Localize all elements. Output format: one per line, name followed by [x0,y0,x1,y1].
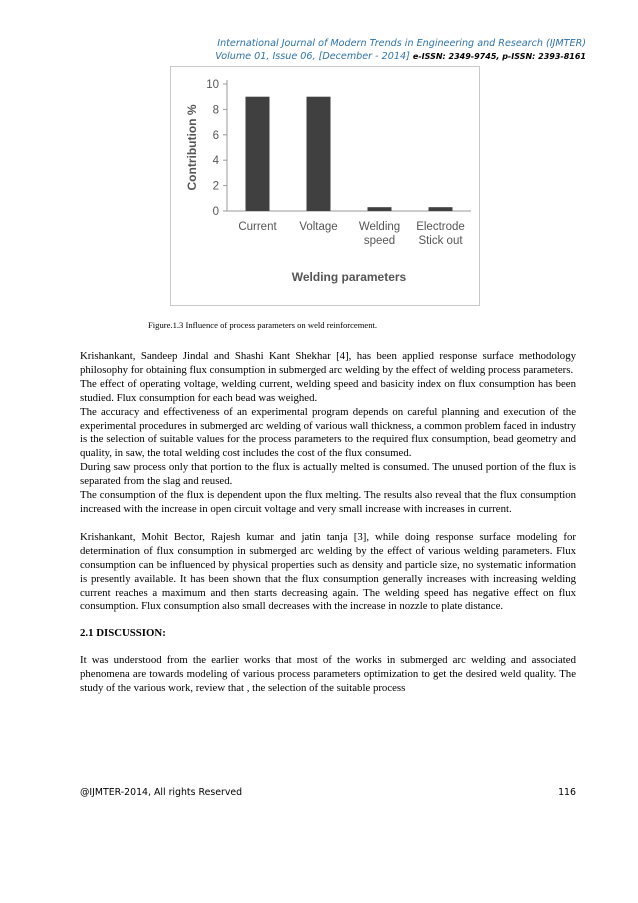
y-tick-label: 4 [212,155,219,168]
bar-2 [307,97,331,211]
page-number: 116 [558,787,576,798]
body-text [80,350,576,696]
paragraph: Krishankant, Mohit Bector, Rajesh kumar and jatin tanja [3], while doing response surface modeling for determination of flux consumption in submerged arc welding by the effect of various welding parameters. Flux consumption can be influenced by physical properties such as density and particle size, no systematic information is presently available. It has been shown that the flux consumption generally increases with increasing welding current reaches a maximum and then starts decreasing again. The welding speed has negative effect on flux consumption. Flux consumption also small decreases with the increase in nozzle to plate distance. [80,530,576,613]
paragraph: The consumption of the flux is dependent upon the flux melting. The results also reveal that the flux consumption increased with the increase in open circuit voltage and very small increase with increases in current. [80,489,576,515]
journal-issue-line [0,50,586,63]
y-tick-label: 10 [206,79,219,91]
x-tick-label: Voltage [299,221,338,233]
journal-issn: e-ISSN: 2349-9745, p-ISSN: 2393-8161 [412,52,586,61]
paragraph: Krishankant, Sandeep Jindal and Shashi Kant Shekhar [4], has been applied response surface methodology philosophy for obtaining flux consumption in submerged arc welding by the effect of welding process parameters. [80,350,576,376]
journal-title: International Journal of Modern Trends in Engineering and Research (IJMTER) [217,38,586,49]
copyright-notice: @IJMTER-2014, All rights Reserved [80,787,243,798]
bar-1 [246,97,270,211]
y-tick-label: 6 [212,129,219,142]
x-tick-label: Stick out [418,235,463,247]
y-tick-label: 8 [212,104,219,117]
x-tick-label: Electrode [416,221,465,233]
x-axis-title: Welding parameters [291,270,407,284]
page-footer [80,787,576,798]
figure-caption: Figure.1.3 Influence of process parameters on weld reinforcement. [148,320,378,330]
paragraph: During saw process only that portion to the flux is actually melted is consumed. The unused portion of the flux is separated from the slag and reused. [80,461,576,488]
paragraph: The accuracy and effectiveness of an experimental program depends on careful planning and execution of the experimental procedures in submerged arc welding of various wall thickness, a common problem faced in industry is the selection of suitable values for the process parameters to the required flux consumption, bead geometry and quality, in saw, the total welding cost includes the cost of the flux consumed. [80,405,576,460]
x-tick-label: Welding [358,221,401,233]
paragraph: It was understood from the earlier works that most of the works in submerged arc welding and associated phenomena are towards modeling of various process parameters optimization to get the desired weld quality. The study of the various work, review that , the selection of the suitable process [80,654,576,695]
journal-volume: Volume 01, Issue 06, [December - 2014] [215,51,410,62]
bar-chart [171,67,479,305]
y-tick-label: 0 [212,206,219,218]
bar-4 [429,207,453,211]
bar-3 [368,207,392,211]
y-axis-title: Contribution % [185,104,199,191]
y-tick-label: 2 [212,180,219,193]
figure-1-3 [170,66,480,306]
section-heading: 2.1 DISCUSSION: [80,627,166,640]
paragraph: The effect of operating voltage, welding current, welding speed and basicity index on flux consumption has been studied. Flux consumption for each bead was weighed. [80,377,576,404]
x-tick-label: speed [363,235,396,247]
x-tick-label: Current [238,221,277,233]
journal-header [0,37,586,63]
